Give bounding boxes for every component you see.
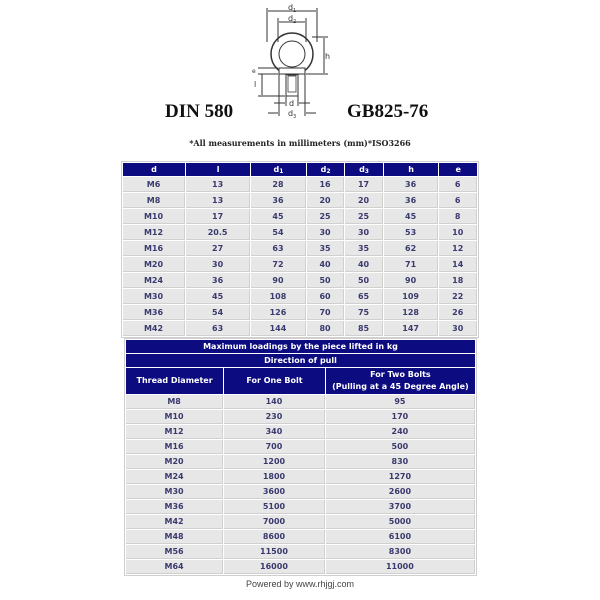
table-cell: 50 xyxy=(307,273,344,288)
table-row xyxy=(126,440,475,454)
table-cell: 11500 xyxy=(224,545,325,559)
table-cell: 40 xyxy=(307,257,344,272)
table-row xyxy=(123,305,477,320)
table-header-row xyxy=(123,163,477,176)
standard-din-label: DIN 580 xyxy=(165,101,234,122)
table-cell: 36 xyxy=(384,193,439,208)
table-cell: M6 xyxy=(123,177,185,192)
table-row xyxy=(126,515,475,529)
table-cell: M10 xyxy=(123,209,185,224)
direction-of-pull-header: Direction of pull xyxy=(126,354,475,367)
dimensions-table-body xyxy=(123,177,477,336)
table-cell: 3700 xyxy=(326,500,475,514)
table-cell: 50 xyxy=(345,273,382,288)
two-bolts-angle-label: (Pulling at a 45 Degree Angle) xyxy=(332,382,469,391)
table-row xyxy=(126,560,475,574)
table-cell: 20 xyxy=(345,193,382,208)
table-row xyxy=(123,257,477,272)
svg-text:d: d xyxy=(288,3,294,12)
table-cell: 5100 xyxy=(224,500,325,514)
loadings-title: Maximum loadings by the piece lifted in kg xyxy=(126,340,475,353)
table-cell: 126 xyxy=(251,305,306,320)
table-cell: M24 xyxy=(126,470,223,484)
table-cell: 147 xyxy=(384,321,439,336)
table-cell: 16 xyxy=(307,177,344,192)
column-header-d2: $d_2$ xyxy=(307,163,344,176)
table-cell: 30 xyxy=(439,321,477,336)
table-row xyxy=(126,410,475,424)
table-cell: M42 xyxy=(123,321,185,336)
table-row xyxy=(123,241,477,256)
table-cell: 240 xyxy=(326,425,475,439)
table-cell: 45 xyxy=(251,209,306,224)
table-cell: 1800 xyxy=(224,470,325,484)
table-cell: 1200 xyxy=(224,455,325,469)
table-cell: 830 xyxy=(326,455,475,469)
measurement-note: *All measurements in millimeters (mm)*ISO3266 xyxy=(189,138,411,148)
table-row xyxy=(126,470,475,484)
table-row xyxy=(123,289,477,304)
table-cell: 17 xyxy=(345,177,382,192)
table-cell: 63 xyxy=(251,241,306,256)
table-row xyxy=(123,273,477,288)
table-cell: 7000 xyxy=(224,515,325,529)
table-cell: M16 xyxy=(123,241,185,256)
table-cell: 36 xyxy=(251,193,306,208)
column-header-thread-diameter: Thread Diameter xyxy=(126,368,223,394)
table-cell: 72 xyxy=(251,257,306,272)
table-cell: M48 xyxy=(126,530,223,544)
table-cell: 30 xyxy=(186,257,250,272)
table-cell: 35 xyxy=(345,241,382,256)
svg-text:d: d xyxy=(289,99,295,108)
table-row xyxy=(126,425,475,439)
table-row xyxy=(126,530,475,544)
table-row xyxy=(123,321,477,336)
table-cell: 45 xyxy=(186,289,250,304)
table-row xyxy=(123,225,477,240)
loadings-table xyxy=(125,339,476,575)
table-row xyxy=(123,177,477,192)
table-cell: 36 xyxy=(186,273,250,288)
table-cell: 26 xyxy=(439,305,477,320)
table-cell: 170 xyxy=(326,410,475,424)
table-cell: 5000 xyxy=(326,515,475,529)
table-cell: 70 xyxy=(307,305,344,320)
table-cell: 54 xyxy=(186,305,250,320)
table-cell: 6 xyxy=(439,193,477,208)
table-cell: M10 xyxy=(126,410,223,424)
table-cell: M36 xyxy=(123,305,185,320)
table-cell: 22 xyxy=(439,289,477,304)
table-cell: 30 xyxy=(345,225,382,240)
table-cell: 54 xyxy=(251,225,306,240)
table-cell: M20 xyxy=(126,455,223,469)
svg-text:e: e xyxy=(252,68,256,75)
table-cell: 25 xyxy=(307,209,344,224)
table-cell: M8 xyxy=(126,395,223,409)
table-cell: 30 xyxy=(307,225,344,240)
table-cell: 60 xyxy=(307,289,344,304)
column-header-d3: $d_3$ xyxy=(345,163,382,176)
table-cell: M42 xyxy=(126,515,223,529)
table-cell: M56 xyxy=(126,545,223,559)
table-cell: 53 xyxy=(384,225,439,240)
table-cell: M30 xyxy=(126,485,223,499)
table-row xyxy=(126,545,475,559)
svg-text:3: 3 xyxy=(293,114,297,120)
table-cell: 18 xyxy=(439,273,477,288)
table-cell: 80 xyxy=(307,321,344,336)
table-cell: 500 xyxy=(326,440,475,454)
table-cell: 40 xyxy=(345,257,382,272)
table-cell: M30 xyxy=(123,289,185,304)
eye-bolt-drawing xyxy=(252,2,332,120)
table-cell: 20 xyxy=(307,193,344,208)
svg-text:h: h xyxy=(325,52,331,61)
table-row xyxy=(126,455,475,469)
table-cell: 3600 xyxy=(224,485,325,499)
table-cell: 144 xyxy=(251,321,306,336)
table-cell: 230 xyxy=(224,410,325,424)
table-cell: M20 xyxy=(123,257,185,272)
table-row xyxy=(126,500,475,514)
table-cell: 62 xyxy=(384,241,439,256)
table-cell: 128 xyxy=(384,305,439,320)
table-cell: M12 xyxy=(126,425,223,439)
table-cell: 20.5 xyxy=(186,225,250,240)
standard-gb-label: GB825-76 xyxy=(347,101,429,122)
dimensions-table xyxy=(122,162,478,337)
eye-bolt-diagram-icon xyxy=(252,2,332,120)
table-cell: 340 xyxy=(224,425,325,439)
table-cell: 6100 xyxy=(326,530,475,544)
table-cell: 36 xyxy=(384,177,439,192)
table-cell: 65 xyxy=(345,289,382,304)
table-cell: 27 xyxy=(186,241,250,256)
table-cell: 700 xyxy=(224,440,325,454)
table-cell: M64 xyxy=(126,560,223,574)
column-header-h: h xyxy=(384,163,439,176)
svg-text:d: d xyxy=(288,14,294,23)
table-cell: 6 xyxy=(439,177,477,192)
table-cell: M12 xyxy=(123,225,185,240)
table-cell: 12 xyxy=(439,241,477,256)
table-cell: 10 xyxy=(439,225,477,240)
table-cell: M24 xyxy=(123,273,185,288)
table-cell: 71 xyxy=(384,257,439,272)
column-header-one-bolt: For One Bolt xyxy=(224,368,325,394)
table-row xyxy=(123,209,477,224)
table-cell: 140 xyxy=(224,395,325,409)
table-cell: 11000 xyxy=(326,560,475,574)
table-cell: M8 xyxy=(123,193,185,208)
table-cell: 108 xyxy=(251,289,306,304)
table-cell: 28 xyxy=(251,177,306,192)
table-cell: 95 xyxy=(326,395,475,409)
column-header-d1: $d_1$ xyxy=(251,163,306,176)
svg-text:l: l xyxy=(254,80,257,89)
two-bolts-label: For Two Bolts xyxy=(370,370,431,379)
svg-text:d: d xyxy=(288,109,294,118)
table-cell: 25 xyxy=(345,209,382,224)
table-cell: 8 xyxy=(439,209,477,224)
svg-text:2: 2 xyxy=(293,19,297,25)
table-cell: 75 xyxy=(345,305,382,320)
table-cell: 14 xyxy=(439,257,477,272)
table-row xyxy=(126,395,475,409)
table-cell: 8600 xyxy=(224,530,325,544)
table-cell: 17 xyxy=(186,209,250,224)
table-cell: 16000 xyxy=(224,560,325,574)
table-cell: 90 xyxy=(384,273,439,288)
table-cell: 85 xyxy=(345,321,382,336)
powered-by-footer: Powered by www.rhjgj.com xyxy=(245,579,355,589)
table-cell: 109 xyxy=(384,289,439,304)
table-cell: 63 xyxy=(186,321,250,336)
table-cell: 2600 xyxy=(326,485,475,499)
table-cell: M36 xyxy=(126,500,223,514)
loadings-table-body xyxy=(126,395,475,574)
table-row xyxy=(123,193,477,208)
table-cell: M16 xyxy=(126,440,223,454)
column-header-d: d xyxy=(123,163,185,176)
column-header-two-bolts xyxy=(326,368,475,394)
column-header-e: e xyxy=(439,163,477,176)
table-cell: 13 xyxy=(186,193,250,208)
table-cell: 90 xyxy=(251,273,306,288)
table-cell: 35 xyxy=(307,241,344,256)
svg-text:1: 1 xyxy=(293,8,297,14)
table-cell: 1270 xyxy=(326,470,475,484)
column-header-l: l xyxy=(186,163,250,176)
table-cell: 45 xyxy=(384,209,439,224)
table-cell: 13 xyxy=(186,177,250,192)
table-row xyxy=(126,485,475,499)
table-cell: 8300 xyxy=(326,545,475,559)
